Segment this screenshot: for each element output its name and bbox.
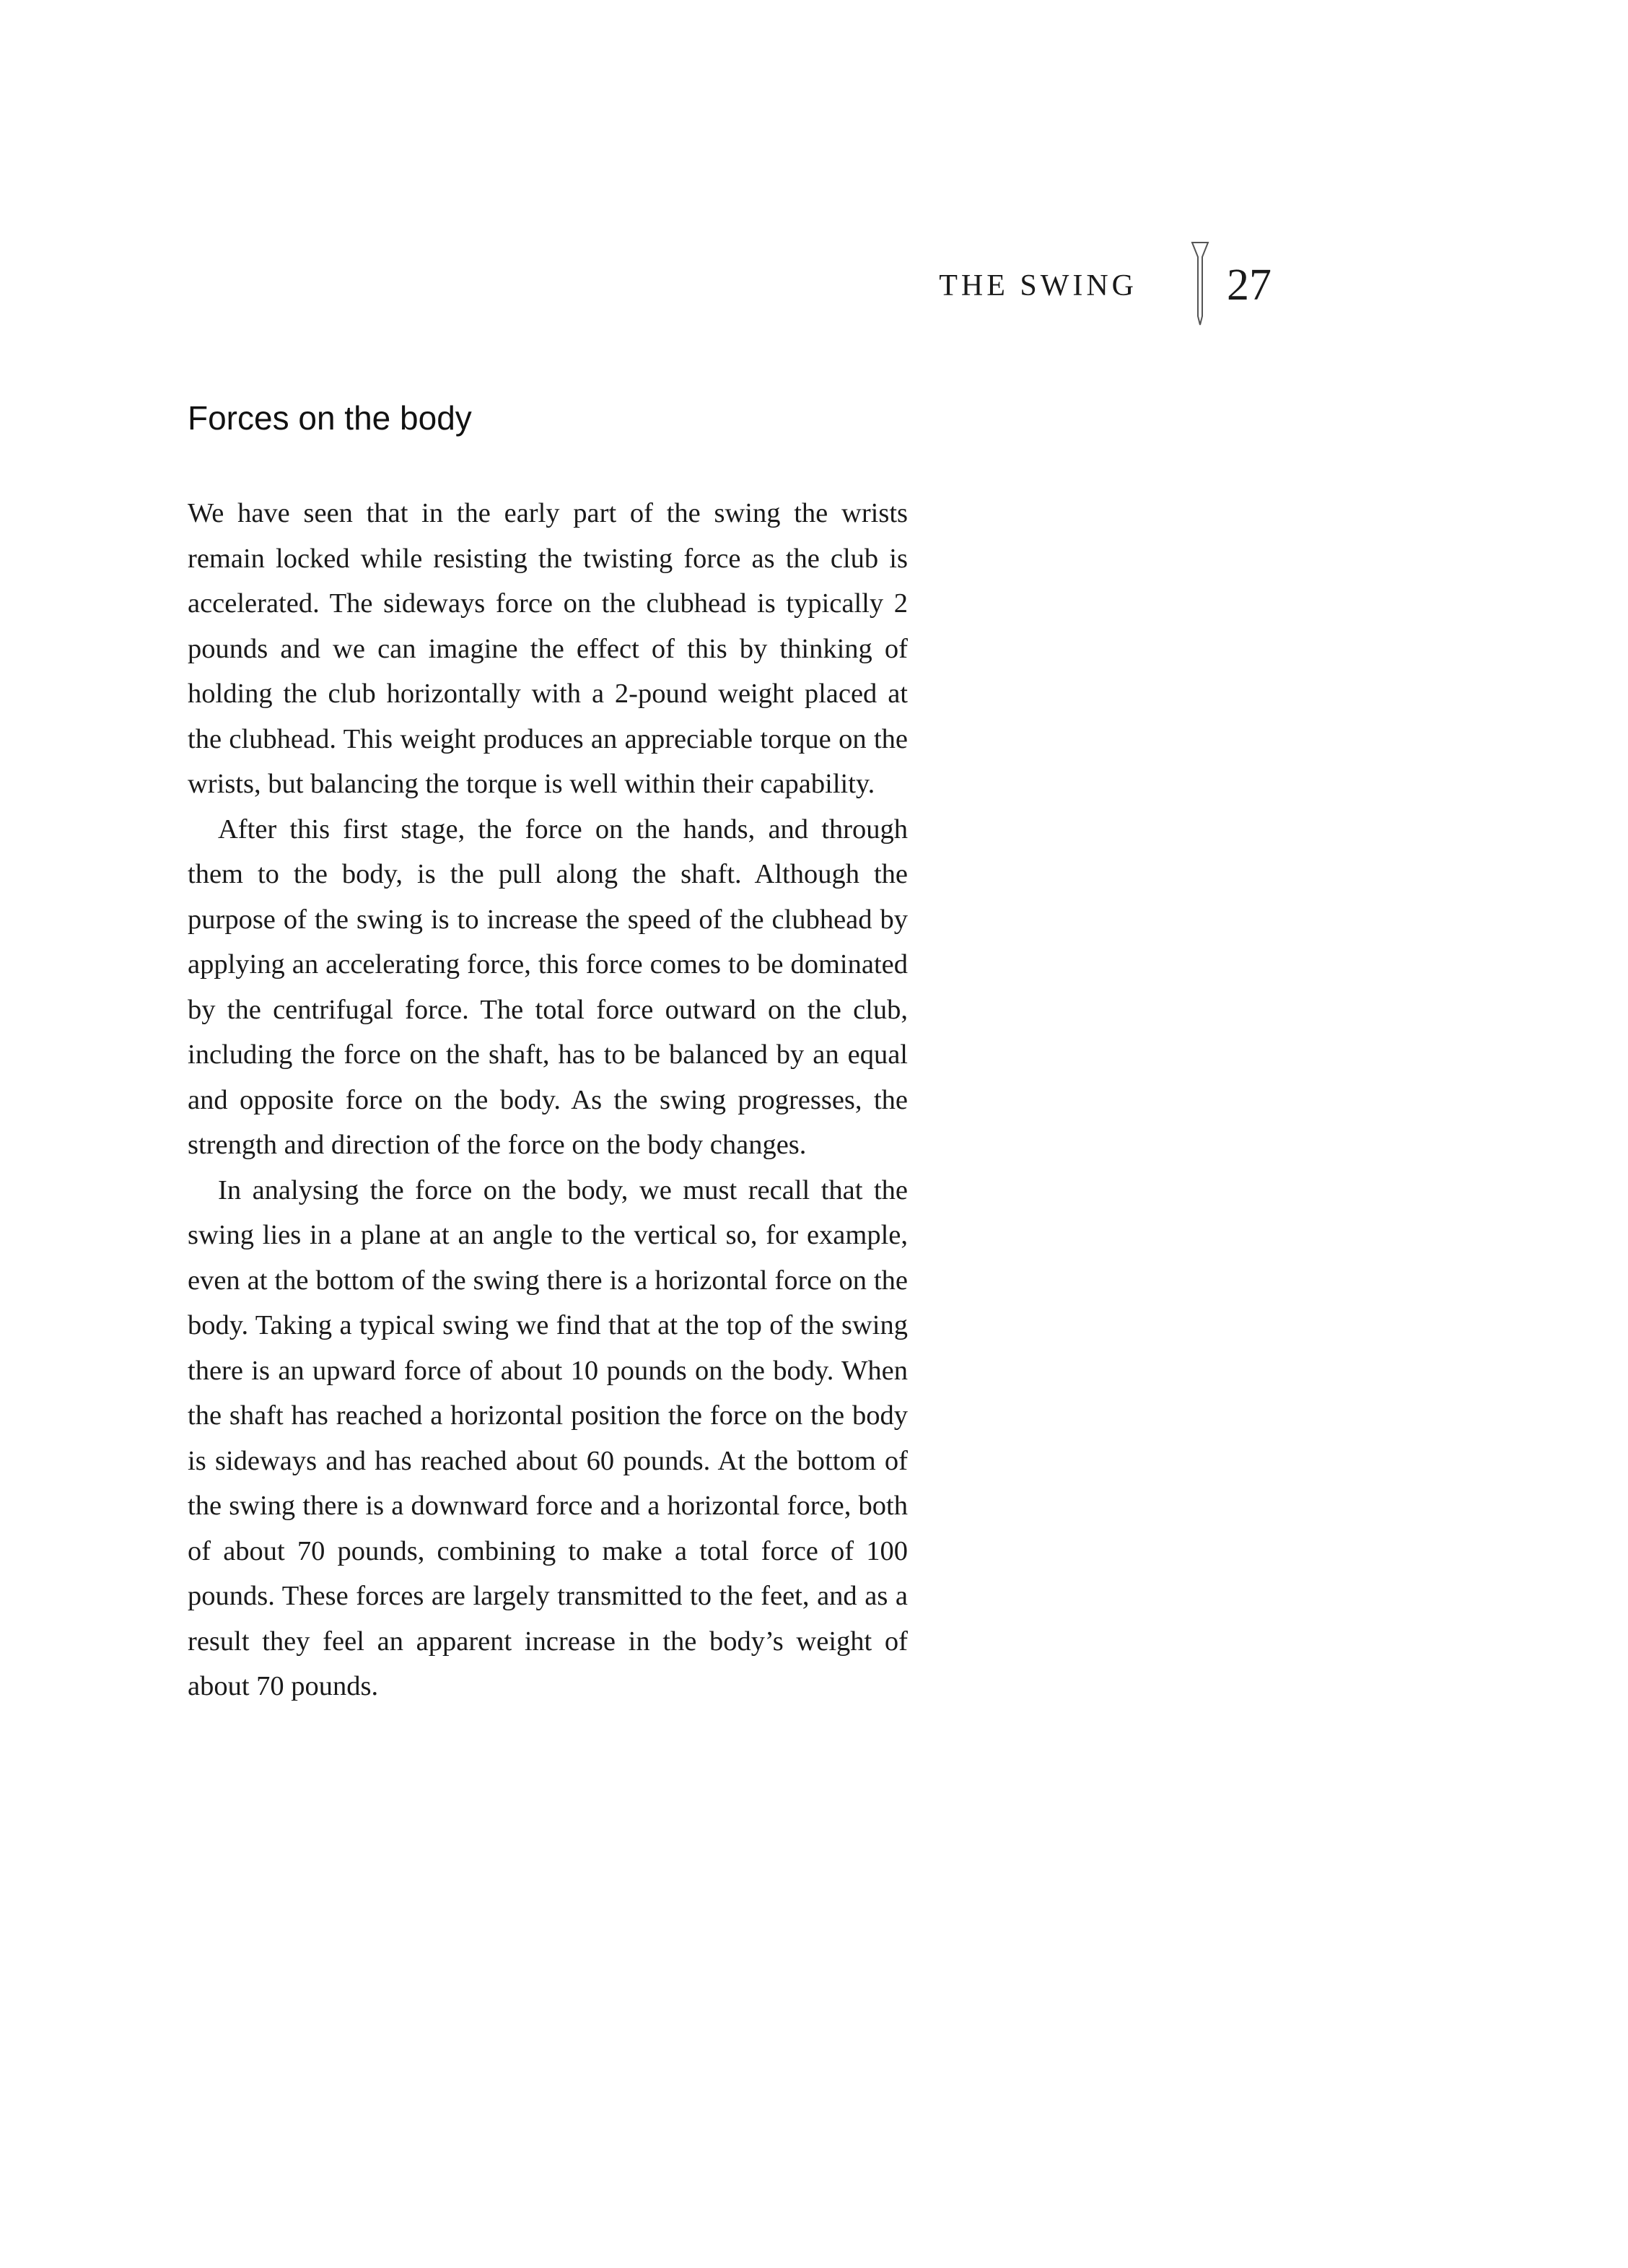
paragraph: In analysing the force on the body, we must recall that the swing lies in a plane at an angle to the vertical so, for example, even at the bottom of the swing there is a horizontal force on the body. Taking a typical swing we find that at the top of the swing there is an upward force of about 10 pounds on the body. When the shaft has reached a horizontal position the force on the body is sideways and has reached about 60 pounds. At the bottom of the swing there is a downward force and a horizontal force, both of about 70 pounds, combining to make a total force of 100 pounds. These forces are largely transmitted to the feet, and as a result they feel an apparent increase in the body’s weight of about 70 pounds.	[188, 1174, 908, 1701]
page-number: 27	[1227, 261, 1272, 310]
body-text	[188, 491, 908, 1709]
section-heading: Forces on the body	[188, 399, 472, 437]
paragraph: We have seen that in the early part of the swing the wrists remain locked while resisting the twisting force as the club is accelerated. The sideways force on the clubhead is typically 2 pounds and we can imagine the effect of this by thinking of holding the club horizontally with a 2-pound weight placed at the clubhead. This weight produces an appreciable torque on the wrists, but balancing the torque is well within their capability.	[188, 498, 908, 799]
paragraph: After this first stage, the force on the hands, and through them to the body, is the pull along the shaft. Although the purpose of the swing is to increase the speed of the clubhead by applying an accelerating force, this force comes to be dominated by the centrifugal force. The total force outward on the club, including the force on the shaft, has to be balanced by an equal and opposite force on the body. As the swing progresses, the strength and direction of the force on the body changes.	[188, 814, 908, 1160]
golf-tee-icon	[1191, 241, 1209, 326]
chapter-title: THE SWING	[939, 269, 1137, 302]
running-head	[924, 238, 1299, 325]
